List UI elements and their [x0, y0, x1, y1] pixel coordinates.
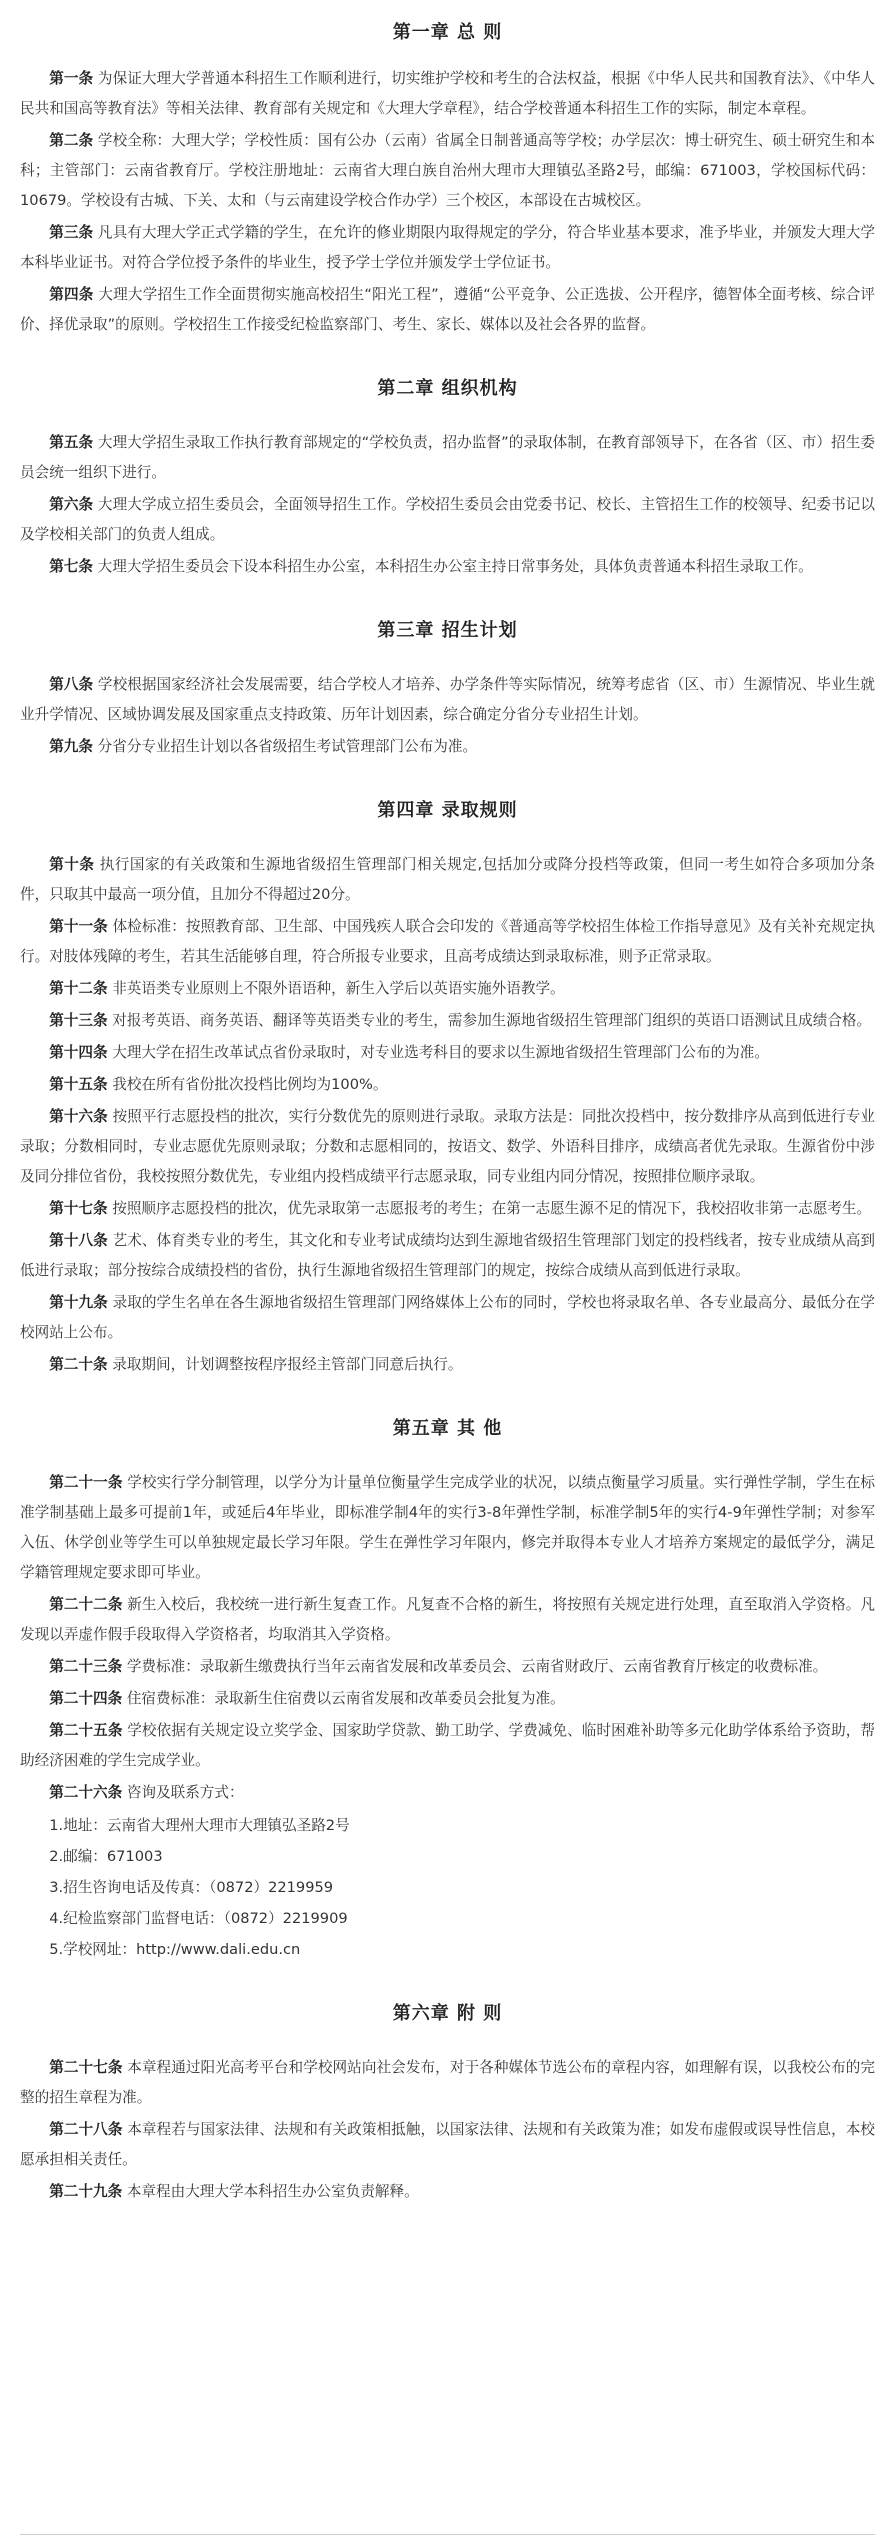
article: [20, 1226, 875, 1286]
article: [20, 1716, 875, 1776]
contact-list: [20, 1810, 875, 1965]
contact-address: 1.地址：云南省大理州大理市大理镇弘圣路2号: [49, 1817, 350, 1834]
article: [20, 850, 875, 910]
article-text: 执行国家的有关政策和生源地省级招生管理部门相关规定,包括加分或降分投档等政策，但同一考生如符合多项加分条件，只取其中最高一项分值，且加分不得超过20分。: [20, 856, 875, 903]
article-text: 为保证大理大学普通本科招生工作顺利进行，切实维护学校和考生的合法权益，根据《中华人民共和国教育法》、《中华人民共和国高等教育法》等相关法律、教育部有关规定和《大理大学章程》，结合学校普通本科招生工作的实际，制定本章程。: [20, 70, 876, 117]
article-number: 第十条: [49, 856, 95, 873]
contact-phone: 3.招生咨询电话及传真：（0872）2219959: [49, 1879, 334, 1896]
article-number: 第十九条: [49, 1294, 108, 1311]
article-text: 非英语类专业原则上不限外语语种，新生入学后以英语实施外语教学。: [112, 980, 565, 997]
article: [20, 974, 875, 1004]
contact-website-link[interactable]: 5.学校网址：http://www.dali.edu.cn: [49, 1941, 301, 1958]
article-number: 第十七条: [49, 1200, 108, 1217]
article: [20, 1006, 875, 1036]
article-number: 第二十九条: [49, 2183, 123, 2200]
article-text: 学校全称：大理大学；学校性质：国有公办（云南）省属全日制普通高等学校；办学层次：博士研究生、硕士研究生和本科；主管部门：云南省教育厅。学校注册地址：云南省大理白族自治州大理市大理镇弘圣路2号，邮编：671003，学校国标代码：10679。学校设有古城、下关、太和（与云南建设学校合作办学）三个校区，本部设在古城校区。: [20, 132, 875, 209]
article-text: 大理大学成立招生委员会，全面领导招生工作。学校招生委员会由党委书记、校长、主管招生工作的校领导、纪委书记以及学校相关部门的负责人组成。: [20, 496, 875, 543]
article-number: 第八条: [49, 676, 94, 693]
article-text: 学校实行学分制管理，以学分为计量单位衡量学生完成学业的状况，以绩点衡量学习质量。实行弹性学制，学生在标准学制基础上最多可提前1年，或延后4年毕业，即标准学制4年的实行3-8年弹性学制，标准学制5年的实行4-9年弹性学制；对参军入伍、休学创业等学生可以单独规定最长学习年限。学生在弹性学习年限内，修完并取得本专业人才培养方案规定的最低学分，满足学籍管理规定要求即可毕业。: [20, 1474, 875, 1581]
article-number: 第十四条: [49, 1044, 108, 1061]
article-number: 第十八条: [49, 1232, 108, 1249]
article-number: 第一条: [49, 70, 94, 87]
article-number: 第二十五条: [49, 1722, 123, 1739]
article-number: 第七条: [49, 558, 93, 575]
article-text: 新生入校后，我校统一进行新生复查工作。凡复查不合格的新生，将按照有关规定进行处理，直至取消入学资格。凡发现以弄虚作假手段取得入学资格者，均取消其入学资格。: [20, 1596, 875, 1643]
article-number: 第二十条: [49, 1356, 108, 1373]
article-text: 录取期间，计划调整按程序报经主管部门同意后执行。: [112, 1356, 463, 1373]
chapter-2: [20, 374, 875, 582]
contact-postcode: 2.邮编：671003: [49, 1848, 163, 1865]
article: [20, 1350, 875, 1380]
article-number: 第二十六条: [49, 1784, 123, 1801]
article-text: 大理大学招生工作全面贯彻实施高校招生“阳光工程”，遵循“公平竞争、公正选拔、公开程序，德智体全面考核、综合评价、择优录取”的原则。学校招生工作接受纪检监察部门、考生、家长、媒体以及社会各界的监督。: [20, 286, 876, 333]
article: [20, 552, 875, 582]
article: [20, 126, 875, 216]
article-text: 住宿费标准：录取新生住宿费以云南省发展和改革委员会批复为准。: [126, 1690, 565, 1707]
article-number: 第二十一条: [49, 1474, 123, 1491]
article-number: 第十五条: [49, 1076, 108, 1093]
chapter-title: 第一章 总 则: [392, 22, 503, 43]
chapter-6: [20, 1999, 875, 2207]
chapter-3: [20, 616, 875, 762]
article-number: 第二十七条: [49, 2059, 123, 2076]
bottom-divider: [20, 2534, 875, 2535]
article-text: 学校根据国家经济社会发展需要，结合学校人才培养、办学条件等实际情况，统筹考虑省（区、市）生源情况、毕业生就业升学情况、区域协调发展及国家重点支持政策、历年计划因素，综合确定分省分专业招生计划。: [20, 676, 875, 723]
article-text: 大理大学在招生改革试点省份录取时，对专业选考科目的要求以生源地省级招生管理部门公布的为准。: [112, 1044, 769, 1061]
article-number: 第六条: [49, 496, 94, 513]
chapter-title: 第三章 招生计划: [377, 620, 518, 641]
article: [20, 280, 875, 340]
article-text: 本章程通过阳光高考平台和学校网站向社会发布，对于各种媒体节选公布的章程内容，如理解有误，以我校公布的完整的招生章程为准。: [20, 2059, 875, 2106]
article: [20, 2115, 875, 2175]
article: [20, 1468, 875, 1588]
article-number: 第十六条: [49, 1108, 108, 1125]
chapter-title: 第二章 组织机构: [377, 378, 518, 399]
article-number: 第三条: [49, 224, 94, 241]
article-text: 录取的学生名单在各生源地省级招生管理部门网络媒体上公布的同时，学校也将录取名单、各专业最高分、最低分在学校网站上公布。: [20, 1294, 875, 1341]
article: [20, 1778, 875, 1808]
article-text: 本章程若与国家法律、法规和有关政策相抵触，以国家法律、法规和有关政策为准；如发布虚假或误导性信息，本校愿承担相关责任。: [20, 2121, 875, 2168]
article: [20, 218, 875, 278]
article-text: 学校依据有关规定设立奖学金、国家助学贷款、勤工助学、学费减免、临时困难补助等多元化助学体系给予资助，帮助经济困难的学生完成学业。: [20, 1722, 875, 1769]
article-number: 第五条: [49, 434, 94, 451]
article-text: 分省分专业招生计划以各省级招生考试管理部门公布为准。: [97, 738, 478, 755]
article-number: 第九条: [49, 738, 93, 755]
article: [20, 732, 875, 762]
article: [20, 1652, 875, 1682]
article: [20, 670, 875, 730]
article-number: 第二十二条: [49, 1596, 123, 1613]
article: [20, 2177, 875, 2207]
article-text: 按照顺序志愿投档的批次，优先录取第一志愿报考的考生；在第一志愿生源不足的情况下，我校招收非第一志愿考生。: [112, 1200, 872, 1217]
article-number: 第二十八条: [49, 2121, 123, 2138]
article-number: 第二十三条: [49, 1658, 123, 1675]
article: [20, 428, 875, 488]
article-number: 第二十四条: [49, 1690, 123, 1707]
article-text: 本章程由大理大学本科招生办公室负责解释。: [126, 2183, 419, 2200]
article-text: 我校在所有省份批次投档比例均为100%。: [112, 1076, 388, 1093]
article-text: 对报考英语、商务英语、翻译等英语类专业的考生，需参加生源地省级招生管理部门组织的英语口语测试且成绩合格。: [112, 1012, 872, 1029]
article-number: 第二条: [49, 132, 94, 149]
article-text: 咨询及联系方式：: [126, 1784, 244, 1801]
article: [20, 490, 875, 550]
chapter-title: 第五章 其 他: [392, 1418, 503, 1439]
article: [20, 1194, 875, 1224]
article-text: 体检标准：按照教育部、卫生部、中国残疾人联合会印发的《普通高等学校招生体检工作指导意见》及有关补充规定执行。对肢体残障的考生，若其生活能够自理，符合所报专业要求，且高考成绩达到录取标准，则予正常录取。: [20, 918, 875, 965]
chapter-title: 第六章 附 则: [392, 2003, 503, 2024]
article-text: 学费标准：录取新生缴费执行当年云南省发展和改革委员会、云南省财政厅、云南省教育厅核定的收费标准。: [126, 1658, 828, 1675]
article-number: 第十一条: [49, 918, 108, 935]
article-number: 第十二条: [49, 980, 108, 997]
contact-supervision-phone: 4.纪检监察部门监督电话：（0872）2219909: [49, 1910, 348, 1927]
article-text: 艺术、体育类专业的考生，其文化和专业考试成绩均达到生源地省级招生管理部门划定的投档线者，按专业成绩从高到低进行录取；部分按综合成绩投档的省份，执行生源地省级招生管理部门的规定，按综合成绩从高到低进行录取。: [20, 1232, 875, 1279]
article: [20, 1038, 875, 1068]
article-text: 凡具有大理大学正式学籍的学生，在允许的修业期限内取得规定的学分，符合毕业基本要求，准予毕业，并颁发大理大学本科毕业证书。对符合学位授予条件的毕业生，授予学士学位并颁发学士学位证书。: [20, 224, 875, 271]
article-number: 第四条: [49, 286, 94, 303]
article-text: 按照平行志愿投档的批次，实行分数优先的原则进行录取。录取方法是：同批次投档中，按分数排序从高到低进行专业录取；分数相同时，专业志愿优先原则录取；分数和志愿相同的，按语文、数学、外语科目排序，成绩高者优先录取。生源省份中涉及同分排位省份，我校按照分数优先，专业组内投档成绩平行志愿录取，同专业组内同分情况，按照排位顺序录取。: [20, 1108, 875, 1185]
chapter-title: 第四章 录取规则: [377, 800, 518, 821]
article-number: 第十三条: [49, 1012, 108, 1029]
article: [20, 1288, 875, 1348]
chapter-5: [20, 1414, 875, 1965]
article: [20, 2053, 875, 2113]
article: [20, 1070, 875, 1100]
article: [20, 64, 875, 124]
article-text: 大理大学招生委员会下设本科招生办公室，本科招生办公室主持日常事务处，具体负责普通本科招生录取工作。: [97, 558, 813, 575]
article-text: 大理大学招生录取工作执行教育部规定的“学校负责，招办监督”的录取体制，在教育部领导下，在各省（区、市）招生委员会统一组织下进行。: [20, 434, 875, 481]
article: [20, 1590, 875, 1650]
chapter-4: [20, 796, 875, 1380]
article: [20, 1684, 875, 1714]
article: [20, 1102, 875, 1192]
article: [20, 912, 875, 972]
chapter-1: [20, 18, 875, 340]
